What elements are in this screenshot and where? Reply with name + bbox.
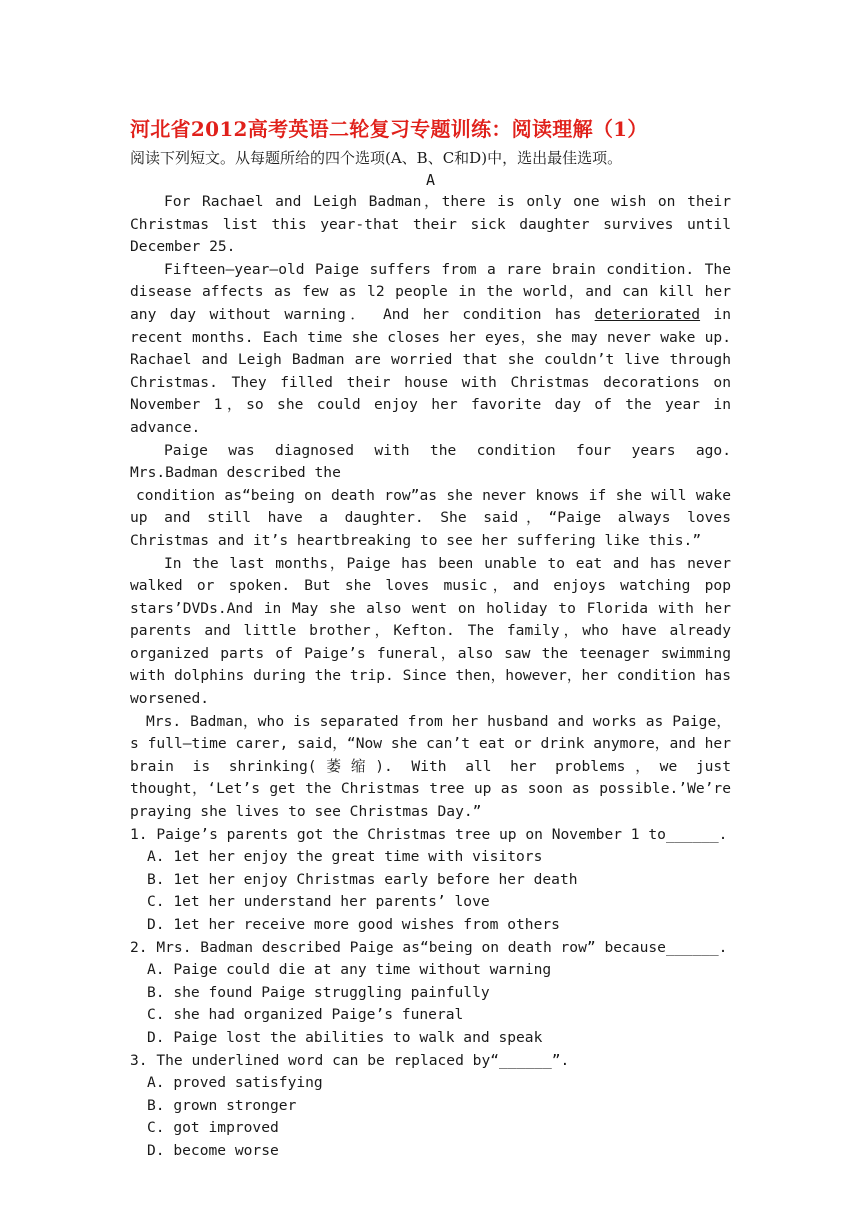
option-c: C. got improved (147, 1119, 279, 1137)
section-label: A (425, 171, 436, 189)
question-stem: 2. Mrs. Badman described Paige as“being on death row” because______. (130, 938, 728, 956)
option-d: D. become worse (147, 1141, 279, 1159)
passage-paragraph-2 (130, 259, 731, 440)
option-b: B. 1et her enjoy Christmas early before her death (147, 870, 578, 888)
passage-paragraph-5: Mrs. Badman，who is separated from her husband and works as Paige，s full—time carer, said，“Now she can’t eat or drink anymore，and her brain is shrinking(萎缩). With all her problems，we just thought，‘Let’s get the Christmas tree up as soon as possible.’We’re praying she lives to see Christmas Day.” (130, 712, 731, 821)
passage-text: Fifteen—year—old Paige suffers from a rare brain condition. The disease affects as few as l2 people in the world，and can kill her any day without warning． And her condition has (130, 260, 731, 323)
option-b: B. grown stronger (147, 1096, 297, 1114)
passage-text: in recent months. Each time she closes her eyes，she may never wake up. Rachael and Leigh Badman are worried that she couldn’t live through Christmas. They filled their house with Christmas decorations on November 1，so she could enjoy her favorite day of the year in advance. (130, 305, 732, 436)
option-d: D. 1et her receive more good wishes from others (147, 916, 560, 933)
option-b: B. she found Paige struggling painfully (147, 983, 490, 1001)
question-stem: 3. The underlined word can be replaced by“______”. (130, 1051, 570, 1069)
option-a: A. Paige could die at any time without warning (147, 961, 552, 979)
page-title: 河北省2012高考英语二轮复习专题训练：阅读理解（1） (130, 117, 648, 141)
passage-paragraph-1: For Rachael and Leigh Badman，there is only one wish on their Christmas list this year-that their sick daughter survives until December 25. (130, 193, 731, 256)
question-stem: 1. Paige’s parents got the Christmas tree up on November 1 to______. (130, 825, 728, 843)
underlined-word: deteriorated (594, 305, 701, 323)
question-1 (130, 824, 731, 937)
passage-paragraph-3b: condition as“being on death row”as she never knows if she will wake up and still have a daughter. She said，“Paige always loves Christmas and it’s heartbreaking to see her suffering like this.” (130, 486, 731, 549)
option-d: D. Paige lost the abilities to walk and speak (147, 1028, 543, 1046)
passage-paragraph-3a: Paige was diagnosed with the condition four years ago. Mrs.Badman described the (130, 441, 731, 482)
option-c: C. 1et her understand her parents’ love (147, 893, 490, 911)
option-a: A. 1et her enjoy the great time with visitors (147, 848, 543, 866)
question-3 (130, 1050, 731, 1163)
question-2 (130, 937, 731, 1050)
document-page (130, 114, 731, 1163)
passage-paragraph-4: In the last months，Paige has been unable to eat and has never walked or spoken. But she loves music，and enjoys watching pop stars’DVDs.And in May she also went on holiday to Florida with her parents and little brother，Kefton. The family，who have already organized parts of Paige’s funeral，also saw the teenager swimming with dolphins during the trip. Since then，however，her condition has worsened. (130, 554, 731, 708)
option-c: C. she had organized Paige’s funeral (147, 1006, 464, 1024)
option-a: A. proved satisfying (147, 1074, 323, 1092)
instructions: 阅读下列短文。从每题所给的四个选项(A、B、C和D)中，选出最佳选项。 (130, 149, 623, 167)
